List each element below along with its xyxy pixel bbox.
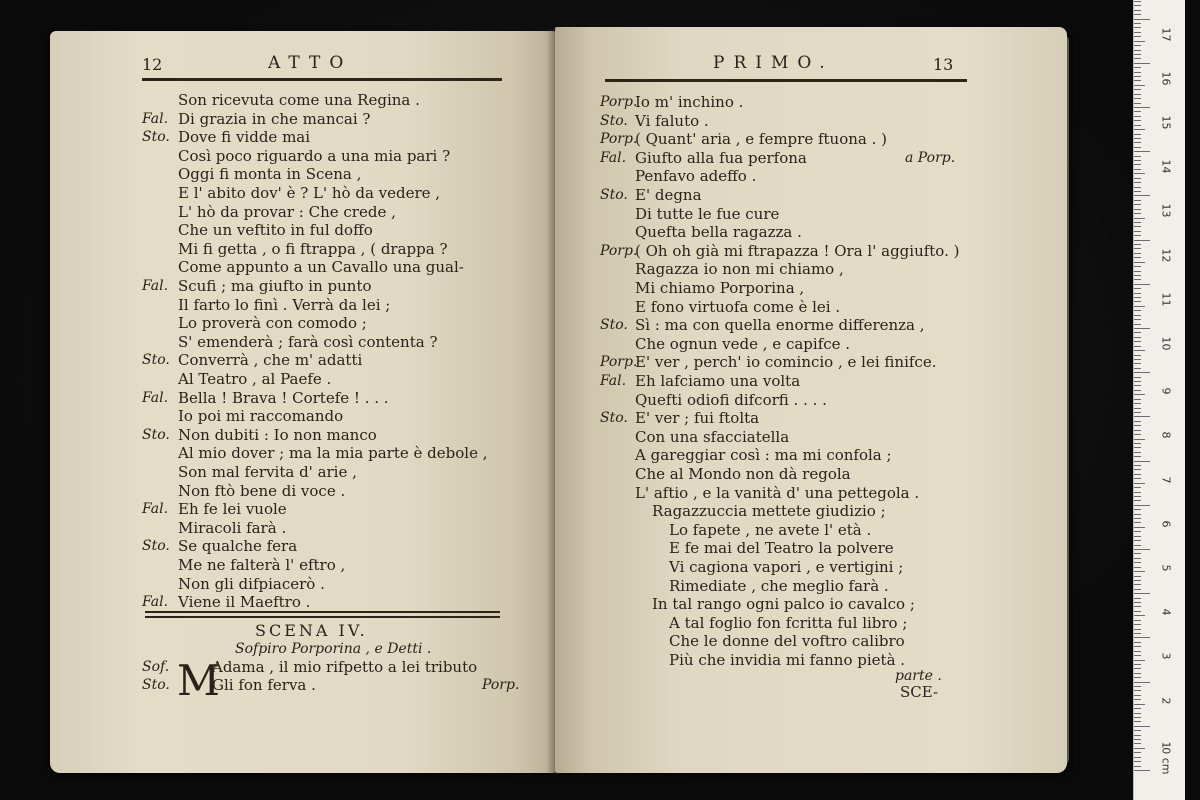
ruler-tick — [1134, 103, 1141, 104]
ruler-tick — [1134, 624, 1141, 625]
scene-divider-top — [145, 611, 500, 613]
ruler-tick — [1134, 94, 1141, 95]
ruler-number: 6 — [1159, 520, 1173, 528]
ruler-number: 8 — [1159, 431, 1173, 439]
ruler-tick — [1134, 187, 1141, 188]
verse-line: Ragazza io non mi chiamo , — [635, 260, 844, 279]
ruler-tick — [1134, 129, 1145, 130]
verse-line: Giufto alla fua perfona — [635, 148, 807, 167]
verse-line: Lo proverà con comodo ; — [178, 314, 367, 333]
ruler-tick — [1134, 142, 1141, 143]
verse-line: Viene il Maeftro . — [178, 593, 311, 612]
ruler-number: 10 — [1159, 336, 1173, 351]
ruler-tick — [1134, 328, 1150, 329]
ruler-tick — [1134, 58, 1141, 59]
ruler-tick — [1134, 5, 1141, 6]
ruler-tick — [1134, 204, 1141, 205]
verse-line: L' aftio , e la vanità d' una pettegola . — [635, 483, 920, 502]
ruler-tick — [1134, 248, 1141, 249]
ruler-tick — [1134, 408, 1141, 409]
verse-line: Lo fapete , ne avete l' età . — [669, 520, 872, 539]
ruler-tick — [1134, 89, 1141, 90]
ruler-tick — [1134, 173, 1145, 174]
ruler-tick — [1134, 695, 1141, 696]
verse-line: E' ver , perch' io comincio , e lei finifce. — [635, 353, 937, 372]
scena-cast: Sofpiro Porporina , e Detti . — [235, 641, 432, 657]
ruler-tick — [1134, 363, 1141, 364]
speaker-label: Sto. — [142, 677, 170, 693]
ruler-tick — [1134, 271, 1141, 272]
verse-line: E' ver ; fui ftolta — [635, 409, 760, 428]
ruler-tick — [1134, 284, 1150, 285]
speaker-label: Porp. — [600, 354, 638, 371]
verse-line: Che al Mondo non dà regola — [635, 465, 851, 483]
ruler-tick — [1134, 213, 1141, 214]
ruler-tick — [1134, 80, 1141, 81]
ruler-tick — [1134, 509, 1141, 510]
ruler-tick — [1134, 770, 1150, 771]
ruler-tick — [1134, 540, 1141, 541]
verse-line: Come appunto a un Cavallo una gual- — [178, 258, 464, 277]
verse-line: Non gli difpiacerò . — [178, 574, 325, 593]
ruler-number: 13 — [1159, 203, 1173, 218]
ruler-tick — [1134, 36, 1141, 37]
ruler-tick — [1134, 293, 1141, 294]
ruler-tick — [1134, 425, 1141, 426]
verse-line: Che un veftito in ful doffo — [178, 221, 373, 240]
ruler-tick — [1134, 257, 1141, 258]
verse-line: Ragazzuccia mettete giudizio ; — [652, 502, 886, 521]
ruler-tick — [1134, 580, 1141, 581]
ruler-tick — [1134, 27, 1141, 28]
right-head-rule — [605, 79, 967, 82]
ruler-tick — [1134, 748, 1145, 749]
ruler-tick — [1134, 452, 1141, 453]
ruler-tick — [1134, 677, 1141, 678]
ruler-tick — [1134, 478, 1141, 479]
ruler-tick — [1134, 138, 1141, 139]
speaker-label: Fal. — [142, 389, 169, 406]
ruler-tick — [1134, 337, 1141, 338]
verse-line: Di grazia in che mancai ? — [178, 109, 371, 128]
ruler-tick — [1134, 319, 1141, 320]
ruler-tick — [1134, 279, 1141, 280]
verse-line: A gareggiar così : ma mi confola ; — [635, 446, 892, 465]
ruler-tick — [1134, 699, 1141, 700]
ruler-tick — [1134, 518, 1141, 519]
ruler-tick — [1134, 474, 1141, 475]
ruler-tick — [1134, 275, 1141, 276]
ruler-number: 16 — [1159, 71, 1173, 86]
ruler-tick — [1134, 761, 1141, 762]
ruler-tick — [1134, 443, 1141, 444]
verse-line: Bella ! Brava ! Cortefe ! . . . — [178, 388, 389, 407]
ruler-tick — [1134, 704, 1145, 705]
ruler-tick — [1134, 160, 1141, 161]
ruler-tick — [1134, 240, 1150, 241]
ruler-tick — [1134, 209, 1141, 210]
ruler-tick — [1134, 642, 1141, 643]
ruler-tick — [1134, 98, 1141, 99]
ruler-tick — [1134, 332, 1141, 333]
speaker-label: Sof. — [142, 659, 170, 675]
verse-line: Vi faluto . — [635, 111, 709, 130]
speaker-label: Sto. — [600, 317, 628, 334]
ruler-tick — [1134, 266, 1141, 267]
ruler-tick — [1134, 505, 1150, 506]
ruler-tick — [1134, 615, 1145, 616]
ruler-tick — [1134, 430, 1141, 431]
speaker-label: Sto. — [142, 352, 170, 369]
ruler-tick — [1134, 41, 1145, 42]
verse-line: Se qualche fera — [178, 537, 298, 556]
ruler-tick — [1134, 668, 1141, 669]
ruler-tick — [1134, 412, 1141, 413]
speaker-label: Fal. — [142, 501, 169, 518]
ruler-number: 11 — [1159, 292, 1173, 307]
ruler-tick — [1134, 116, 1141, 117]
right-running-head: PRIMO. — [713, 53, 834, 73]
ruler-tick — [1134, 646, 1141, 647]
ruler-tick — [1134, 134, 1141, 135]
ruler-tick — [1134, 355, 1141, 356]
ruler-number: 3 — [1159, 652, 1173, 660]
left-running-head: ATTO — [268, 53, 353, 73]
ruler-tick — [1134, 637, 1150, 638]
ruler-tick — [1134, 372, 1150, 373]
verse-line: Con una sfacciatella — [635, 427, 790, 446]
ruler-tick — [1134, 120, 1141, 121]
speaker-label: Porp. — [600, 131, 638, 148]
speaker-label: Porp. — [600, 94, 638, 110]
ruler-tick — [1134, 487, 1141, 488]
drop-cap: M — [177, 656, 221, 705]
ruler-tick — [1134, 584, 1141, 585]
ruler-tick — [1134, 195, 1150, 196]
ruler-tick — [1134, 297, 1141, 298]
ruler-tick — [1134, 690, 1141, 691]
verse-line: Scufi ; ma giufto in punto — [178, 277, 372, 295]
ruler-tick — [1134, 231, 1141, 232]
speaker-label: Sto. — [142, 129, 170, 146]
ruler-tick — [1134, 244, 1141, 245]
ruler-tick — [1134, 394, 1145, 395]
ruler-tick — [1134, 598, 1141, 599]
ruler-tick — [1134, 664, 1141, 665]
left-page-number: 12 — [142, 55, 163, 74]
speaker-label: Fal. — [142, 110, 169, 127]
speaker-label: Sto. — [142, 538, 170, 555]
scene-divider-bottom — [145, 616, 500, 618]
right-page — [555, 27, 1067, 773]
ruler-tick — [1134, 743, 1141, 744]
ruler-tick — [1134, 655, 1141, 656]
ruler-tick — [1134, 288, 1141, 289]
verse-line: E fono virtuofa come è lei . — [635, 297, 841, 316]
verse-line: E l' abito dov' è ? L' hò da vedere , — [178, 184, 441, 202]
ruler-tick — [1134, 593, 1150, 594]
ruler-tick — [1134, 324, 1141, 325]
verse-line: Di tutte le fue cure — [635, 204, 780, 223]
verse-line: Quefti odiofi difcorfi . . . . — [635, 390, 827, 409]
verse-line: Eh lafciamo una volta — [635, 372, 801, 390]
ruler-tick — [1134, 416, 1150, 417]
verse-line: Son mal fervita d' arie , — [178, 463, 357, 481]
ruler-tick — [1134, 522, 1141, 523]
verse-line: Adama , il mio rifpetto a lei tributo — [212, 658, 478, 676]
ruler-tick — [1134, 54, 1141, 55]
verse-line: E fe mai del Teatro la polvere — [669, 539, 894, 558]
verse-line: A tal foglio fon fcritta ful libro ; — [669, 613, 908, 632]
verse-line: Io m' inchino . — [635, 93, 744, 111]
verse-line: Così poco riguardo a una mia pari ? — [178, 146, 451, 165]
stage-aside: Porp. — [482, 677, 520, 693]
ruler-tick — [1134, 222, 1141, 223]
ruler-tick — [1134, 496, 1141, 497]
verse-line: Che le donne del voftro calibro — [669, 632, 905, 651]
ruler-tick — [1134, 465, 1141, 466]
verse-line: Io poi mi raccomando — [178, 407, 344, 426]
verse-line: Miracoli farà . — [178, 518, 287, 537]
ruler-tick — [1134, 14, 1141, 15]
speaker-label: Fal. — [600, 373, 627, 389]
verse-line: Che ognun vede , e capifce . — [635, 334, 851, 353]
ruler-tick — [1134, 606, 1141, 607]
ruler-tick — [1134, 682, 1150, 683]
ruler-tick — [1134, 651, 1141, 652]
ruler-tick — [1134, 461, 1150, 462]
ruler-tick — [1134, 32, 1141, 33]
ruler-tick — [1134, 200, 1141, 201]
ruler-number: 5 — [1159, 564, 1173, 572]
ruler-tick — [1134, 350, 1145, 351]
verse-line: L' hò da provar : Che crede , — [178, 202, 396, 221]
ruler-tick — [1134, 72, 1141, 73]
ruler-tick — [1134, 147, 1141, 148]
ruler-tick — [1134, 673, 1141, 674]
ruler-tick — [1134, 686, 1141, 687]
ruler-number: 17 — [1159, 27, 1173, 42]
ruler-tick — [1134, 633, 1141, 634]
ruler-tick — [1134, 169, 1141, 170]
verse-line: S' emenderà ; farà così contenta ? — [178, 332, 438, 351]
ruler-tick — [1134, 562, 1141, 563]
ruler-tick — [1134, 602, 1141, 603]
ruler-tick — [1134, 514, 1141, 515]
ruler-tick — [1134, 10, 1141, 11]
verse-line: Al mio dover ; ma la mia parte è debole , — [178, 444, 488, 463]
ruler-tick — [1134, 45, 1141, 46]
ruler-tick — [1134, 752, 1141, 753]
ruler-tick — [1134, 629, 1141, 630]
ruler-tick — [1134, 341, 1141, 342]
ruler-tick — [1134, 730, 1141, 731]
ruler-tick — [1134, 447, 1141, 448]
ruler-tick — [1134, 576, 1141, 577]
ruler-tick — [1134, 125, 1141, 126]
speaker-label: Porp. — [600, 242, 638, 259]
ruler-tick — [1134, 726, 1150, 727]
ruler-tick — [1134, 545, 1141, 546]
ruler-tick — [1134, 306, 1145, 307]
verse-line: Dove fi vidde mai — [178, 128, 311, 147]
ruler-tick — [1134, 67, 1141, 68]
verse-line: In tal rango ogni palco io cavalco ; — [652, 595, 915, 614]
ruler-tick — [1134, 253, 1141, 254]
verse-line: Penfavo adeffo . — [635, 167, 757, 186]
verse-line: Son ricevuta come una Regina . — [178, 91, 420, 109]
ruler-tick — [1134, 359, 1141, 360]
ruler-tick — [1134, 85, 1145, 86]
ruler-tick — [1134, 717, 1141, 718]
ruler-tick — [1134, 708, 1141, 709]
ruler-tick — [1134, 381, 1141, 382]
ruler-tick — [1134, 390, 1141, 391]
catchword: SCE- — [900, 683, 939, 701]
ruler-tick — [1134, 377, 1141, 378]
ruler-tick — [1134, 434, 1141, 435]
verse-line: ( Quant' aria , e fempre ftuona . ) — [635, 130, 888, 149]
ruler-tick — [1134, 182, 1141, 183]
ruler-tick — [1134, 178, 1141, 179]
ruler-tick — [1134, 403, 1141, 404]
ruler-tick — [1134, 346, 1141, 347]
ruler-tick — [1134, 301, 1141, 302]
ruler-tick — [1134, 235, 1141, 236]
ruler-tick — [1134, 567, 1141, 568]
ruler-tick — [1134, 76, 1141, 77]
ruler-tick — [1134, 766, 1141, 767]
ruler-tick — [1134, 483, 1145, 484]
ruler-tick — [1134, 611, 1141, 612]
verse-line: Me ne falterà l' eftro , — [178, 556, 346, 574]
verse-line: Eh fe lei vuole — [178, 500, 287, 519]
ruler-number: 14 — [1159, 159, 1173, 174]
ruler-tick — [1134, 218, 1145, 219]
ruler-tick — [1134, 111, 1141, 112]
ruler-tick — [1134, 421, 1141, 422]
verse-line: Al Teatro , al Paefe . — [178, 370, 332, 388]
verse-line: Più che invidia mi fanno pietà . — [669, 651, 906, 669]
verse-line: Mi fi getta , o fi ftrappa , ( drappa ? — [178, 239, 448, 258]
ruler-tick — [1134, 107, 1150, 108]
ruler-tick — [1134, 589, 1141, 590]
ruler-number: 0 cm — [1159, 747, 1173, 775]
ruler-tick — [1134, 151, 1150, 152]
ruler-tick — [1134, 469, 1141, 470]
verse-line: Non ftò bene di voce . — [178, 481, 346, 500]
ruler-tick — [1134, 1, 1141, 2]
speaker-label: Sto. — [600, 410, 628, 427]
ruler-tick — [1134, 553, 1141, 554]
scena-title: SCENA IV. — [255, 621, 368, 640]
ruler-tick — [1134, 735, 1141, 736]
verse-line: E' degna — [635, 186, 702, 204]
verse-line: Gli fon ferva . — [212, 676, 316, 694]
verse-line: Rimediate , che meglio farà . — [669, 576, 889, 595]
ruler-tick — [1134, 368, 1141, 369]
ruler-tick — [1134, 50, 1141, 51]
ruler-number: 15 — [1159, 115, 1173, 130]
ruler-number: 1 — [1159, 741, 1173, 749]
verse-line: Non dubiti : Io non manco — [178, 425, 377, 444]
ruler-tick — [1134, 527, 1145, 528]
ruler-tick — [1134, 19, 1150, 20]
ruler-tick — [1134, 549, 1150, 550]
ruler-tick — [1134, 399, 1141, 400]
ruler-tick — [1134, 262, 1145, 263]
ruler-number: 12 — [1159, 248, 1173, 263]
ruler-tick — [1134, 757, 1141, 758]
ruler-tick — [1134, 571, 1145, 572]
ruler-tick — [1134, 191, 1141, 192]
ruler-tick — [1134, 226, 1141, 227]
ruler-tick — [1134, 456, 1141, 457]
ruler-number: 2 — [1159, 697, 1173, 705]
speaker-label: Sto. — [600, 112, 628, 129]
ruler-tick — [1134, 713, 1141, 714]
verse-line: Sì : ma con quella enorme differenza , — [635, 316, 925, 335]
ruler-tick — [1134, 536, 1141, 537]
measurement-ruler — [1133, 0, 1185, 800]
ruler-tick — [1134, 439, 1145, 440]
stage-aside: a Porp. — [905, 149, 956, 166]
ruler-number: 4 — [1159, 608, 1173, 616]
right-page-number: 13 — [933, 55, 954, 74]
exit-direction: parte . — [895, 668, 942, 684]
speaker-label: Fal. — [142, 594, 169, 611]
left-head-rule — [142, 78, 502, 81]
verse-line: ( Oh oh già mi ftrapazza ! Ora l' aggiufto. ) — [635, 241, 960, 260]
ruler-tick — [1134, 558, 1141, 559]
verse-line: Vi cagiona vapori , e vertigini ; — [669, 558, 904, 576]
ruler-tick — [1134, 500, 1141, 501]
ruler-number: 9 — [1159, 387, 1173, 395]
verse-line: Il farto lo finì . Verrà da lei ; — [178, 295, 391, 314]
ruler-tick — [1134, 23, 1141, 24]
verse-line: Mi chiamo Porporina , — [635, 279, 805, 297]
ruler-tick — [1134, 164, 1141, 165]
speaker-label: Sto. — [142, 426, 170, 443]
ruler-tick — [1134, 156, 1141, 157]
verse-line: Converrà , che m' adatti — [178, 351, 363, 370]
speaker-label: Fal. — [600, 149, 627, 166]
ruler-tick — [1134, 492, 1141, 493]
verse-line: Quefta bella ragazza . — [635, 223, 802, 242]
verse-line: Oggi fi monta in Scena , — [178, 165, 362, 184]
ruler-tick — [1134, 315, 1141, 316]
left-page — [50, 31, 555, 773]
ruler-tick — [1134, 721, 1141, 722]
ruler-tick — [1134, 310, 1141, 311]
ruler-tick — [1134, 620, 1141, 621]
speaker-label: Sto. — [600, 187, 628, 203]
ruler-tick — [1134, 660, 1145, 661]
ruler-tick — [1134, 531, 1141, 532]
ruler-tick — [1134, 63, 1150, 64]
ruler-tick — [1134, 385, 1141, 386]
speaker-label: Fal. — [142, 278, 169, 294]
ruler-number: 7 — [1159, 476, 1173, 484]
ruler-tick — [1134, 739, 1141, 740]
